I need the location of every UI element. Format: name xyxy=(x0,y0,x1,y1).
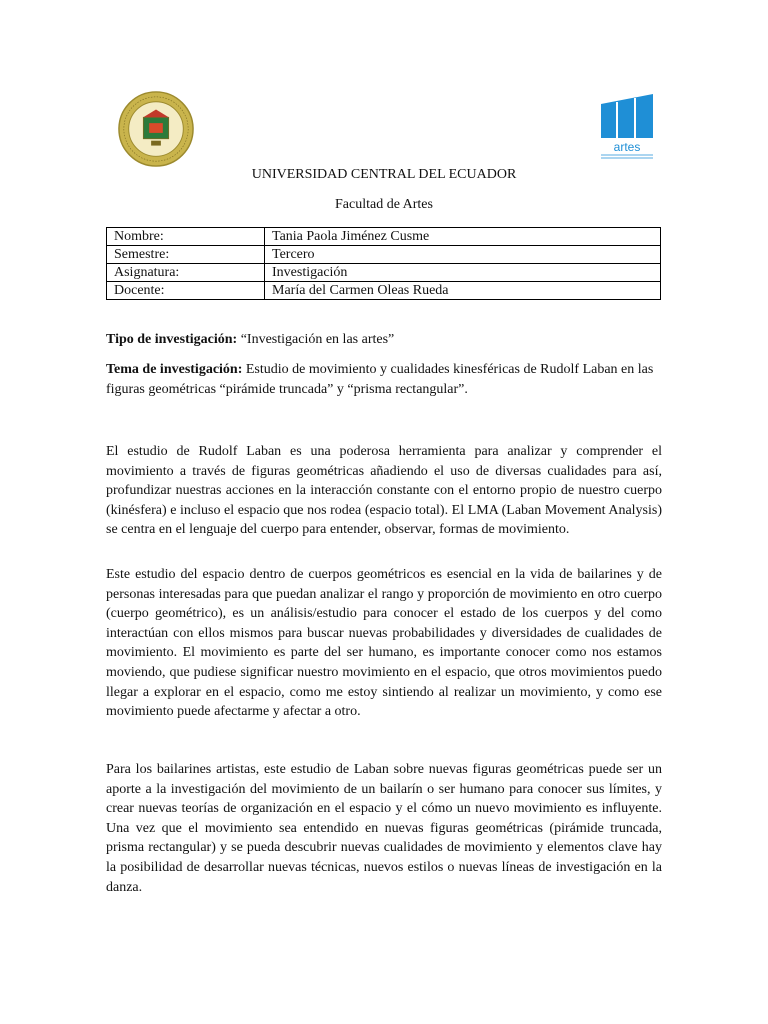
subject-label: Asignatura: xyxy=(107,264,265,282)
artes-logo-text: artes xyxy=(613,140,641,154)
research-type-value: “Investigación en las artes” xyxy=(240,332,395,347)
artes-logo-icon xyxy=(597,92,657,160)
body-paragraph-1: El estudio de Rudolf Laban es una poderosa herramienta para analizar y comprender el movimiento a través de figuras geométricas añadiendo el uso de diversas cualidades para así, profundizar nuestras acciones en la interacción constante con el entorno propio de nuestro cuerpo (kinésfera) e incluso el espacio que nos rodea (espacio total). El LMA (Laban Movement Analysis) se centra en el lenguaje del cuerpo para entender, observar, formas de movimiento. xyxy=(106,444,662,538)
research-topic-label: Tema de investigación: xyxy=(106,362,243,377)
research-type xyxy=(106,330,662,350)
institution-title: UNIVERSIDAD CENTRAL DEL ECUADOR xyxy=(251,167,517,182)
semester-value: Tercero xyxy=(265,246,661,264)
name-value: Tania Paola Jiménez Cusme xyxy=(265,228,661,246)
semester-label: Semestre: xyxy=(107,246,265,264)
faculty-title: Facultad de Artes xyxy=(335,197,433,212)
research-type-label: Tipo de investigación: xyxy=(106,332,238,347)
teacher-label: Docente: xyxy=(107,282,265,300)
table-row xyxy=(107,246,661,264)
table-row xyxy=(107,282,661,300)
university-seal-icon xyxy=(117,90,195,168)
name-label: Nombre: xyxy=(107,228,265,246)
research-topic xyxy=(106,360,662,399)
research-topic-value: Estudio de movimiento y cualidades kinesféricas de Rudolf Laban en las figuras geométricas “pirámide truncada” y “prisma rectangular”. xyxy=(106,362,654,397)
teacher-value: María del Carmen Oleas Rueda xyxy=(265,282,661,300)
subject-value: Investigación xyxy=(265,264,661,282)
body-paragraph-3: Para los bailarines artistas, este estudio de Laban sobre nuevas figuras geométricas puede ser un aporte a la investigación del movimiento de un bailarín o ser humano para conocer sus límites, y crear nuevas teorías de organización en el espacio y el cómo un nuevo movimiento es influyente. Una vez que el movimiento sea entendido en nuevas figuras geométricas (pirámide truncada, prisma rectangular) y se pueda descubrir nuevas cualidades de movimiento y elementos clave hay la posibilidad de desarrollar nuevas técnicas, nuevos estilos o nuevas líneas de investigación en la danza. xyxy=(106,762,662,895)
table-row xyxy=(107,264,661,282)
student-info-table xyxy=(106,227,661,300)
table-row xyxy=(107,228,661,246)
body-paragraph-2: Este estudio del espacio dentro de cuerpos geométricos es esencial en la vida de bailarines y de personas interesadas para que puedan analizar el rango y proporción de movimiento en otro cuerpo (cuerpo geométrico), es un análisis/estudio para conocer el estado de los cuerpos y del como interactúan con ellos mismos para buscar nuevas probabilidades y diversidades de cualidades de movimiento. El movimiento es parte del ser humano, es importante conocer como nos estamos moviendo, que pudiese significar nuestro movimiento en el espacio, que otros movimientos puedo llegar a explorar en el espacio, como me estoy sintiendo al realizar un movimiento, y como ese movimiento puede afectarme y afectar a otro. xyxy=(106,567,662,720)
